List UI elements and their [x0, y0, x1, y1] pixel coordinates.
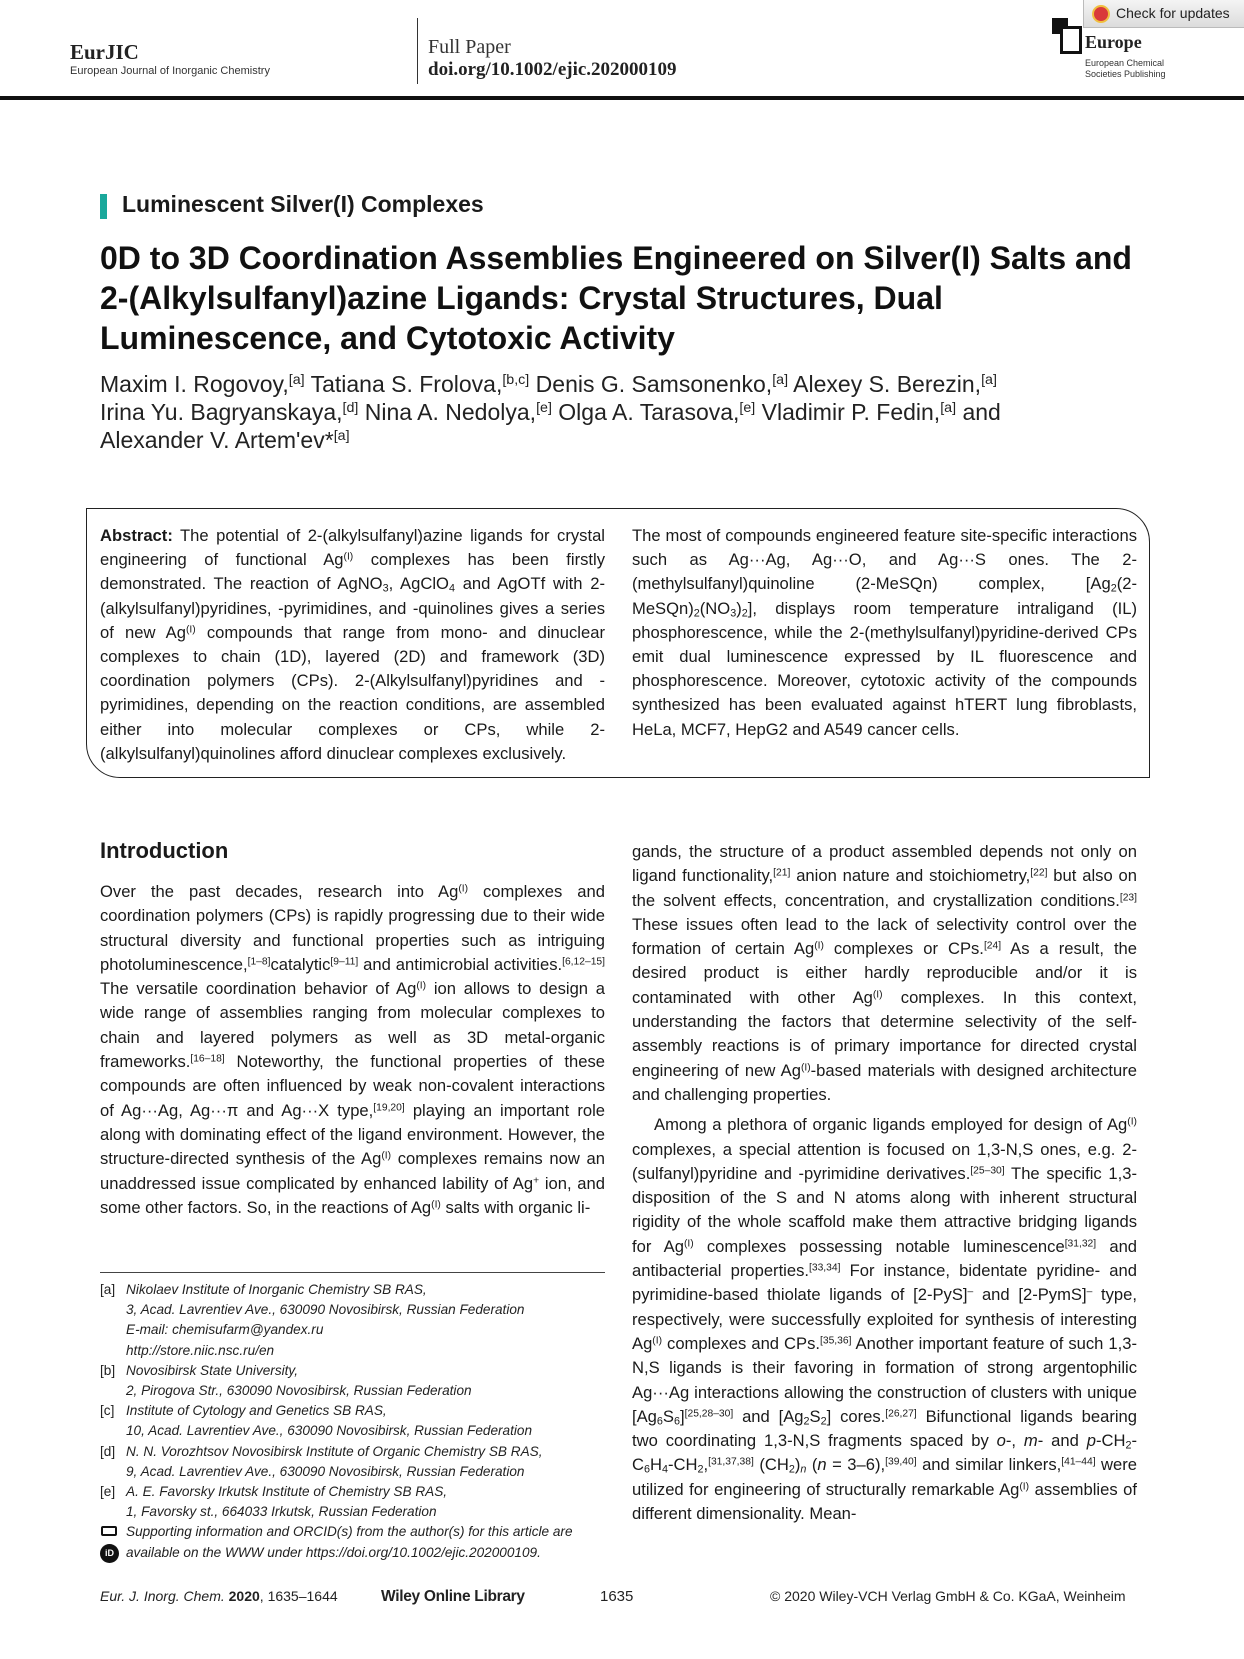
publisher-line-2: Societies Publishing	[1085, 69, 1166, 79]
authors-and: and	[962, 399, 1001, 425]
section-label: Luminescent Silver(I) Complexes	[122, 191, 484, 217]
crossmark-icon	[1092, 5, 1110, 23]
chemeurope-logo-frame-icon	[1060, 26, 1082, 54]
journal-full-name: European Journal of Inorganic Chemistry	[70, 65, 270, 77]
footnote-line: N. N. Vorozhtsov Novosibirsk Institute of Organic Chemistry SB RAS,	[126, 1443, 543, 1459]
author-name: Tatiana S. Frolova,	[310, 371, 503, 397]
header-rule	[0, 96, 1244, 100]
footnote-url[interactable]: http://store.niic.nsc.ru/en	[126, 1342, 275, 1358]
check-for-updates-label: Check for updates	[1116, 5, 1230, 21]
affiliation-footnotes	[100, 1280, 610, 1563]
footnote-tag: [e]	[100, 1484, 116, 1500]
author-affiliation: [e]	[536, 400, 552, 417]
wiley-online-library-link[interactable]: Wiley Online Library	[381, 1588, 525, 1605]
footnote-e-line	[100, 1502, 610, 1522]
footnote-line: Novosibirsk State University,	[126, 1362, 298, 1378]
author-name: Alexey S. Berezin,	[793, 371, 982, 397]
author-name: Nina A. Nedolya,	[364, 399, 537, 425]
author-affiliation: [e]	[739, 400, 756, 417]
article-type: Full Paper	[428, 36, 511, 58]
author-name: Maxim I. Rogovoy,	[100, 371, 289, 397]
publisher-name: Europe	[1085, 32, 1142, 52]
author-affiliation: [b,c]	[502, 372, 530, 389]
footnote-line: 9, Acad. Lavrentiev Ave., 630090 Novosibirsk, Russian Federation	[126, 1463, 525, 1479]
author-list	[100, 370, 1160, 454]
footnote-tag: [b]	[100, 1362, 116, 1378]
footnote-tag: [c]	[100, 1403, 115, 1419]
footnote-line: 1, Favorsky st., 664033 Irkutsk, Russian Federation	[126, 1504, 437, 1520]
header-divider	[417, 18, 418, 84]
copyright: © 2020 Wiley-VCH Verlag GmbH & Co. KGaA, Weinheim	[770, 1588, 1126, 1604]
abstract-label: Abstract:	[100, 526, 173, 545]
footnote-line: A. E. Favorsky Irkutsk Institute of Chemistry SB RAS,	[126, 1484, 448, 1500]
footnote-line: 2, Pirogova Str., 630090 Novosibirsk, Russian Federation	[126, 1383, 472, 1399]
footnote-a	[100, 1280, 610, 1300]
check-for-updates-button[interactable]	[1083, 0, 1244, 28]
article-doi[interactable]: doi.org/10.1002/ejic.202000109	[428, 59, 677, 80]
footnote-c	[100, 1401, 610, 1421]
footnote-a-line	[100, 1341, 610, 1361]
footer-year: 2020	[228, 1588, 260, 1604]
footnote-c-line	[100, 1421, 610, 1441]
supporting-line: Supporting information and ORCID(s) from the author(s) for this article are	[126, 1524, 573, 1540]
abstract-text-left: Abstract: The potential of 2-(alkylsulfanyl)azine ligands for crystal engineering of functional $Ag^{(I)}$ complexes has been firstly demonstrated. The reaction of AgNO$_3$, AgClO$_4$ and AgOTf with 2-(alkylsulfanyl)pyridines, -pyrimidines, and -quinolines gives a series of new $Ag^{(I)}$ compounds that range from mono- and dinuclear complexes to chain (1D), layered (2D) and framework (3D) coordination polymers (CPs). 2-(Alkylsulfanyl)pyridines and -pyrimidines, depending on the reaction conditions, are assembled either into molecular complexes or CPs, while 2-(alkylsulfanyl)quinolines afford dinuclear complexes exclusively.	[100, 526, 605, 763]
author-affiliation: [a]	[333, 428, 350, 445]
author-name: Irina Yu. Bagryanskaya,	[100, 399, 343, 425]
author-affiliation: [a]	[772, 372, 789, 389]
journal-short-name: EurJIC	[70, 40, 139, 64]
page-number: 1635	[600, 1588, 634, 1605]
footnote-email[interactable]: E-mail: chemisufarm@yandex.ru	[126, 1322, 324, 1338]
orcid-icon: iD	[100, 1544, 119, 1563]
footnote-tag: [a]	[100, 1282, 116, 1297]
intro-text-right: gands, the structure of a product assembled depends not only on ligand functionality,[21] anion nature and stoichiometry,[22] but also on the solvent effects, concentration, and crystallization conditions.[23] These issues often lead to the lack of selectivity control over the formation of certain $Ag^{(I)}$ complexes or CPs.[24] As a result, the desired product is either hardly reproducible and/or it is contaminated with other $Ag^{(I)}$ complexes. In this context, understanding the factors that determine selectivity of the self-assembly reactions is of primary importance for directed crystal engineering of new $Ag^{(I)}$-based materials with designed architecture and challenging properties. Among a plethora of organic ligands employed for design of $Ag^{(I)}$ complexes, a special attention is focused on 1,3-N,S ones, e.g. 2-(sulfanyl)pyridine and -pyrimidine derivatives.[25–30] The specific 1,3-disposition of the S and N atoms along with inherent structural rigidity of the whole scaffold make them attractive bridging ligands for $Ag^{(I)}$ complexes possessing notable luminescence[31,32] and antibacterial properties.[33,34] For instance, bidentate pyridine- and pyrimidine-based thiolate ligands of [2-PyS]– and [2-PymS]– type, respectively, were successfully exploited for synthesis of interesting $Ag^{(I)}$ complexes and CPs.[35,36] Another important feature of such 1,3-N,S ligands is their favoring in formation of strong argentophilic Ag···Ag interactions allowing the construction of clusters with unique $[Ag_6S_6][25,28-30]$ and $[Ag_2S_2]$ cores.[26,27] Bifunctional ligands bearing two coordinating 1,3-N,S fragments spaced by o-, m- and $p-CH_2-C_6H_4-CH_2,[31,37,38]$ $(CH_2)_n$ (n = 3–6),[39,40] and similar linkers,[41–44] were utilized for engineering of structurally remarkable $Ag^{(I)}$ assemblies of different dimensionality. Mean-	[632, 842, 1138, 1524]
footer-citation: Eur. J. Inorg. Chem. 2020, 1635–1644	[100, 1588, 338, 1604]
footer-journal: Eur. J. Inorg. Chem.	[100, 1588, 225, 1604]
footnote-tag: [d]	[100, 1443, 116, 1459]
footnote-a-line	[100, 1320, 610, 1340]
author-affiliation: [a]	[981, 372, 997, 389]
supporting-info	[100, 1543, 610, 1563]
footnote-d-line	[100, 1462, 610, 1482]
footnote-a-line	[100, 1300, 610, 1320]
publisher-line-1: European Chemical	[1085, 58, 1165, 68]
footnote-e	[100, 1482, 610, 1502]
footer-pages: 1635–1644	[267, 1588, 338, 1604]
footnote-line: Institute of Cytology and Genetics SB RAS,	[126, 1403, 387, 1419]
introduction-heading: Introduction	[100, 838, 229, 863]
footnote-rule	[100, 1272, 605, 1273]
footnote-line: 10, Acad. Lavrentiev Ave., 630090 Novosibirsk, Russian Federation	[126, 1423, 533, 1439]
author-name: Denis G. Samsonenko,	[535, 371, 773, 397]
footnote-d	[100, 1442, 610, 1462]
abstract-text-right: The most of compounds engineered feature site-specific interactions such as Ag···Ag, Ag···O, and Ag···S ones. The 2-(methylsulfanyl)quinoline (2-MeSQn) complex, $[Ag_2(2-MeSQn)_2(NO_3)_2]$, displays room temperature intraligand (IL) phosphorescence, while the 2-(methylsulfanyl)pyridine-derived CPs emit dual luminescence expressed by IL fluorescence and phosphorescence. Moreover, cytotoxic activity of the compounds synthesized has been evaluated against hTERT lung fibroblasts, HeLa, MCF7, HepG2 and A549 cancer cells.	[632, 526, 1137, 739]
supporting-link[interactable]: available on the WWW under https://doi.org/10.1002/ejic.202000109.	[126, 1544, 541, 1560]
computer-icon	[101, 1526, 117, 1536]
author-affiliation: [a]	[940, 400, 957, 417]
author-name: Vladimir P. Fedin,	[761, 399, 941, 425]
author-affiliation: [d]	[342, 400, 359, 417]
footnote-line: Nikolaev Institute of Inorganic Chemistry SB RAS,	[126, 1282, 427, 1297]
footnote-b	[100, 1361, 610, 1381]
footnote-line: 3, Acad. Lavrentiev Ave., 630090 Novosibirsk, Russian Federation	[126, 1302, 525, 1318]
author-affiliation: [a]	[288, 372, 305, 389]
author-name: Alexander V. Artem'ev*	[100, 427, 334, 453]
footnote-b-line	[100, 1381, 610, 1401]
author-name: Olga A. Tarasova,	[558, 399, 740, 425]
supporting-info	[100, 1522, 610, 1542]
article-title: 0D to 3D Coordination Assemblies Engineered on Silver(I) Salts and 2-(Alkylsulfanyl)azine Ligands: Crystal Structures, Dual Luminescence, and Cytotoxic Activity	[100, 240, 1132, 356]
intro-text-left: Over the past decades, research into $Ag^{(I)}$ complexes and coordination polymers (CPs) is rapidly progressing due to their wide structural diversity and functional properties such as intriguing photoluminescence,[1–8]catalytic[9–11] and antimicrobial activities.[6,12–15] The versatile coordination behavior of $Ag^{(I)}$ ion allows to design a wide range of assemblies ranging from molecular complexes to chain and layered polymers as well as 3D metal-organic frameworks.[16–18] Noteworthy, the functional properties of these compounds are often influenced by weak non-covalent interactions of Ag···Ag, Ag···π and Ag···X type,[19,20] playing an important role along with dominating effect of the ligand environment. However, the structure-directed synthesis of the $Ag^{(I)}$ complexes remains now an unaddressed issue complicated by enhanced lability of Ag+ ion, and some other factors. So, in the reactions of $Ag^{(I)}$ salts with organic li-	[100, 882, 605, 1217]
section-accent-bar	[100, 194, 107, 219]
